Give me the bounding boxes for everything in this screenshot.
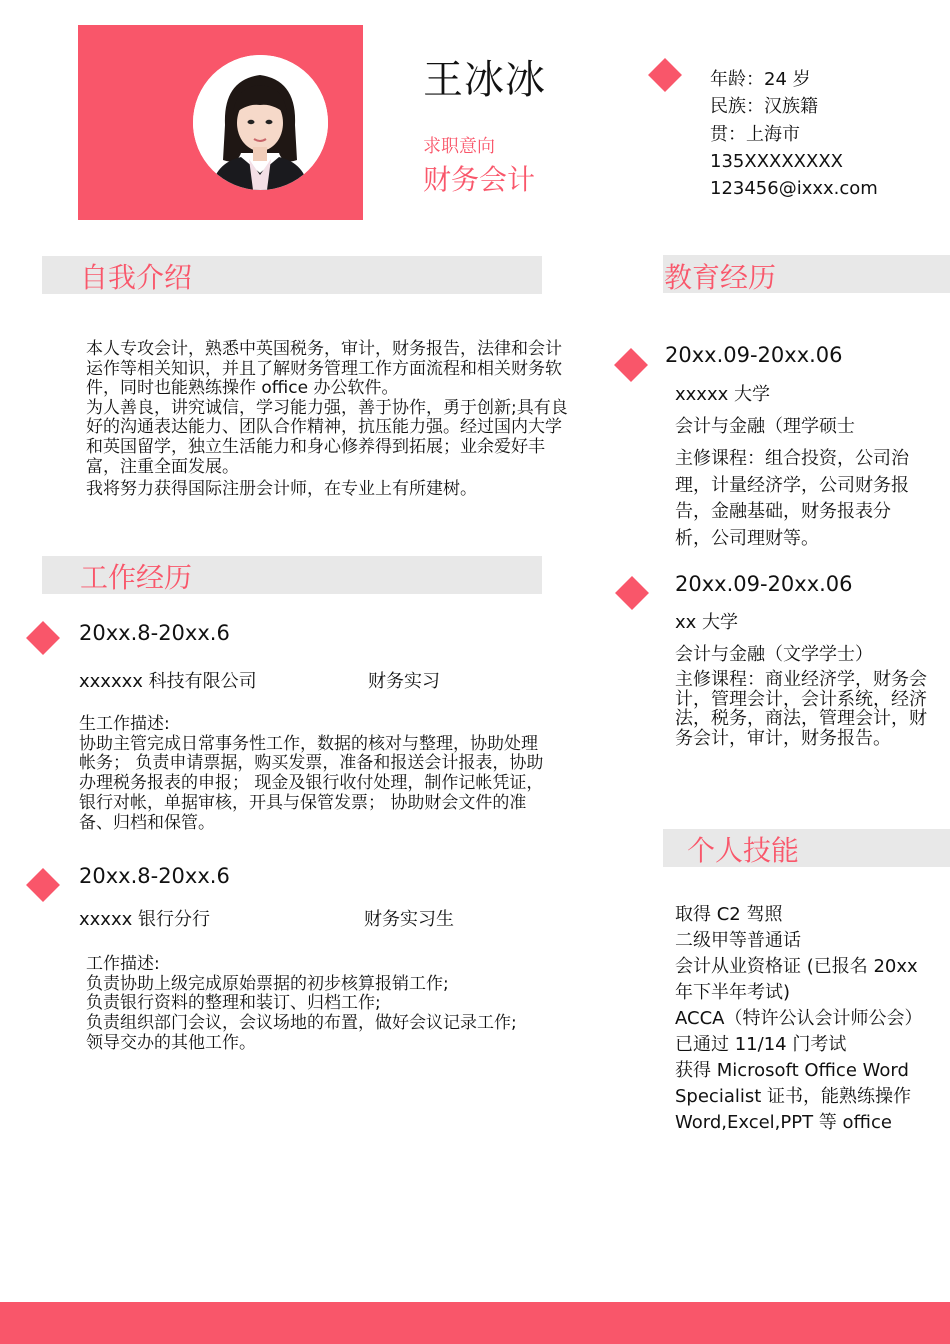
education-courses: 主修课程：商业经济学，财务会计，管理会计，会计系统，经济法，税务，商法，管理会计，财务会计，审计，财务报告。 <box>675 669 927 749</box>
diamond-icon <box>615 576 649 610</box>
avatar <box>193 55 328 190</box>
work-description <box>86 955 586 1054</box>
work-date: 20xx.8-20xx.6 <box>79 864 230 888</box>
work-description-title: 生工作描述: <box>79 714 170 734</box>
diamond-icon <box>26 868 60 902</box>
ethnicity-text: 民族：汉族籍 <box>710 96 818 118</box>
email-text: 123456@ixxx.com <box>710 178 878 200</box>
work-title: 工作经历 <box>80 561 193 594</box>
skill-item: ACCA（特许公认会计师公会）已通过 11/14 门考试 <box>675 1008 914 1055</box>
work-company: xxxxx 银行分行 <box>79 909 210 930</box>
intro-paragraph: 我将努力获得国际注册会计师，在专业上有所建树。 <box>86 479 477 500</box>
contact-info <box>710 66 878 202</box>
job-intent-label: 求职意向 <box>423 136 495 157</box>
portrait-image <box>193 55 328 190</box>
intro-title: 自我介绍 <box>80 261 193 294</box>
education-school: xx 大学 <box>675 612 739 633</box>
job-intent-value: 财务会计 <box>423 163 536 196</box>
skill-item: 会计从业资格证 (已报名 20xx 年下半年考试) <box>675 956 918 1003</box>
education-title: 教育经历 <box>664 261 777 294</box>
diamond-icon <box>648 58 682 92</box>
work-description-line: 领导交办的其他工作。 <box>86 1032 256 1053</box>
education-major: 会计与金融（文学学士） <box>675 644 873 665</box>
intro-paragraph: 本人专攻会计，熟悉中英国税务，审计，财务报告，法律和会计运作等相关知识，并且了解财务管理工作方面流程和相关财务软件，同时也能熟练操作 office 办公软件。 <box>86 339 562 399</box>
photo-block <box>78 25 363 220</box>
diamond-icon <box>26 621 60 655</box>
phone-text: 135XXXXXXXX <box>710 150 844 172</box>
education-date: 20xx.09-20xx.06 <box>665 343 843 367</box>
education-major: 会计与金融（理学硕士 <box>675 416 855 437</box>
work-company: xxxxxx 科技有限公司 <box>79 671 257 692</box>
education-school: xxxxx 大学 <box>675 384 770 405</box>
skills-list <box>675 902 920 1136</box>
skill-item: 二级甲等普通话 <box>675 930 801 951</box>
work-description-title: 工作描述: <box>86 954 160 974</box>
candidate-name: 王冰冰 <box>423 57 546 103</box>
origin-text: 贯：上海市 <box>710 123 800 145</box>
work-description-line: 负责协助上级完成原始票据的初步核算报销工作; <box>86 973 449 994</box>
work-position: 财务实习生 <box>364 909 454 930</box>
skill-item: 获得 Microsoft Office Word Specialist 证书，能熟练操作 Word,Excel,PPT 等 office <box>675 1060 912 1133</box>
work-date: 20xx.8-20xx.6 <box>79 621 230 645</box>
work-position: 财务实习 <box>368 671 440 692</box>
skill-item: 取得 C2 驾照 <box>675 904 783 925</box>
intro-text <box>86 340 571 500</box>
skills-title: 个人技能 <box>687 834 800 867</box>
work-description-text: 协助主管完成日常事务性工作，数据的核对与整理，协助处理帐务； 负责申请票据，购买发票，准备和报送会计报表，协助办理税务报表的申报； 现金及银行收付处理，制作记帐凭证，银行对帐，单据审核，开具与保管发票； 协助财会文件的准备、归档和保管。 <box>79 733 544 833</box>
work-description-line: 负责组织部门会议，会议场地的布置，做好会议记录工作; <box>86 1013 517 1034</box>
footer-bar <box>0 1302 950 1344</box>
diamond-icon <box>614 348 648 382</box>
work-description-line: 负责银行资料的整理和装订、归档工作; <box>86 993 381 1014</box>
education-courses: 主修课程：组合投资，公司治理，计量经济学，公司财务报告，金融基础，财务报表分析，公司理财等。 <box>675 448 909 549</box>
education-date: 20xx.09-20xx.06 <box>675 572 853 596</box>
work-description <box>79 715 547 833</box>
intro-paragraph: 为人善良，讲究诚信，学习能力强，善于协作，勇于创新;具有良好的沟通表达能力、团队合作精神，抗压能力强。经过国内大学和英国留学，独立生活能力和身心修养得到拓展；业余爱好丰富，注重全面发展。 <box>86 397 568 477</box>
age-text: 年龄：24 岁 <box>710 69 811 90</box>
